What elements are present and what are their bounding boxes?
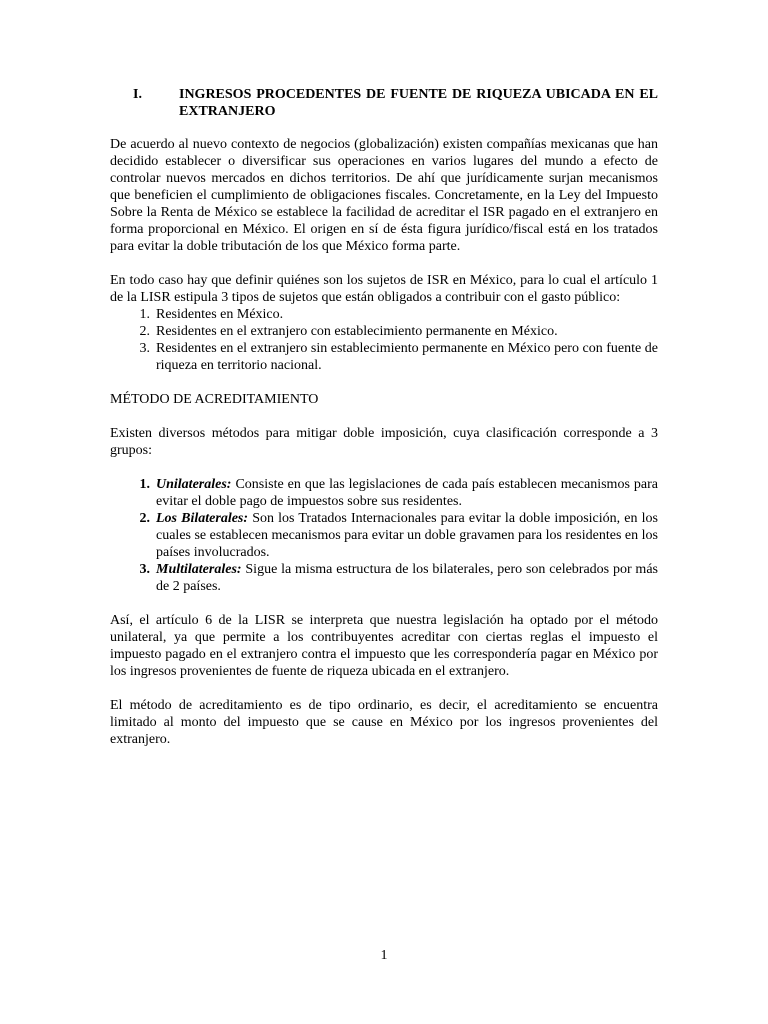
list-item bbox=[110, 306, 658, 323]
list-item-number: 1. bbox=[139, 477, 150, 492]
page-number: 1 bbox=[380, 948, 388, 963]
list-item-number: 1. bbox=[139, 307, 150, 322]
list-item-text: Residentes en México. bbox=[156, 307, 284, 322]
method-term: Unilaterales: bbox=[156, 477, 232, 492]
list-item-text bbox=[156, 510, 658, 561]
section-number: I. bbox=[133, 87, 142, 102]
list-item-text bbox=[156, 476, 658, 510]
subjects-paragraph: En todo caso hay que definir quiénes son los sujetos de ISR en México, para lo cual el artículo 1 de la LISR estipula 3 tipos de sujetos que están obligados a contribuir con el gasto público: bbox=[110, 273, 658, 305]
list-item bbox=[110, 323, 658, 340]
page-content bbox=[110, 86, 658, 765]
subjects-list bbox=[110, 306, 658, 374]
intro-paragraph: De acuerdo al nuevo contexto de negocios (globalización) existen compañías mexicanas que han decidido establecer o diversificar sus operaciones en varios lugares del mundo a efecto de controlar nuevos mercados en dichos territorios. De ahí que jurídicamente surjan mecanismos que beneficien el cumplimiento de obligaciones fiscales. Concretamente, en la Ley del Impuesto Sobre la Renta de México se establece la facilidad de acreditar el ISR pagado en el extranjero en forma proporcional en México. El origen en sí de ésta figura jurídico/fiscal está en los tratados para evitar la doble tributación de los que México forma parte. bbox=[110, 137, 658, 254]
methods-list bbox=[110, 476, 658, 595]
method-description: Son los Tratados Internacionales para evitar la doble imposición, en los cuales se establecen mecanismos para evitar un doble gravamen para los residentes en los países involucrados. bbox=[156, 511, 659, 560]
list-item bbox=[110, 510, 658, 561]
method-heading: MÉTODO DE ACREDITAMIENTO bbox=[110, 392, 319, 407]
ordinary-method-paragraph: El método de acreditamiento es de tipo ordinario, es decir, el acreditamiento se encuentra limitado al monto del impuesto que se cause en México por los ingresos provenientes del extranjero. bbox=[110, 698, 658, 747]
method-description: Sigue la misma estructura de los bilaterales, pero son celebrados por más de 2 países. bbox=[156, 562, 658, 594]
article-6-paragraph: Así, el artículo 6 de la LISR se interpreta que nuestra legislación ha optado por el método unilateral, ya que permite a los contribuyentes acreditar con ciertas reglas el impuesto el impuesto pagado en el extranjero contra el impuesto que les correspondería pagar en México por los ingresos provenientes de fuente de riqueza ubicada en el extranjero. bbox=[110, 613, 658, 679]
list-item-number: 2. bbox=[139, 324, 150, 339]
section-title: INGRESOS PROCEDENTES DE FUENTE DE RIQUEZA UBICADA EN EL EXTRANJERO bbox=[179, 87, 658, 119]
list-item bbox=[110, 561, 658, 595]
list-item-text: Residentes en el extranjero sin establecimiento permanente en México pero con fuente de riqueza en territorio nacional. bbox=[156, 341, 658, 373]
list-item bbox=[110, 476, 658, 510]
list-item-number: 3. bbox=[139, 341, 150, 356]
list-item-number: 3. bbox=[139, 562, 150, 577]
method-term: Multilaterales: bbox=[156, 562, 242, 577]
list-item-text: Residentes en el extranjero con establecimiento permanente en México. bbox=[156, 324, 558, 339]
list-item bbox=[110, 340, 658, 374]
section-heading bbox=[110, 86, 658, 120]
method-description: Consiste en que las legislaciones de cada país establecen mecanismos para evitar el doble pago de impuestos sobre sus residentes. bbox=[156, 477, 658, 509]
list-item-text bbox=[156, 561, 658, 595]
list-item-number: 2. bbox=[139, 511, 150, 526]
methods-intro-paragraph: Existen diversos métodos para mitigar doble imposición, cuya clasificación corresponde a 3 grupos: bbox=[110, 426, 658, 458]
method-term: Los Bilaterales: bbox=[156, 511, 249, 526]
